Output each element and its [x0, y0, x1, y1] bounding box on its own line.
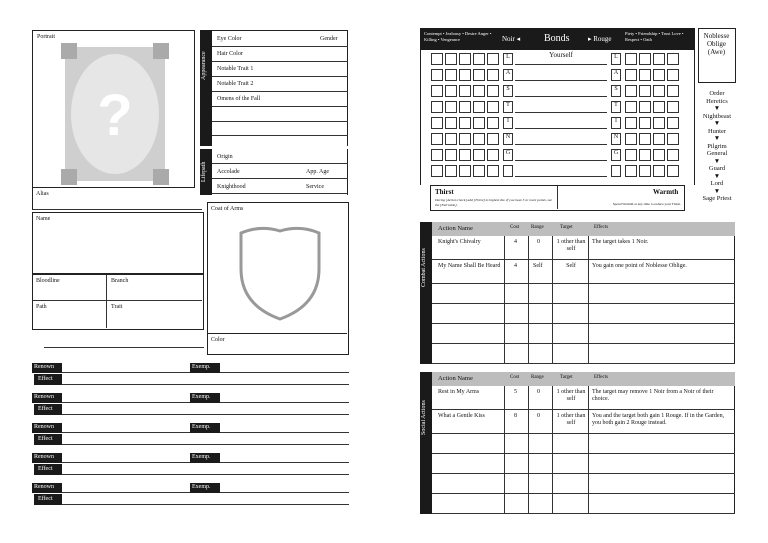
renown-label: Renown [32, 453, 62, 463]
rouge-checkbox[interactable] [639, 69, 651, 81]
noir-checkbox[interactable] [487, 149, 499, 161]
rouge-checkbox[interactable] [667, 69, 679, 81]
noir-checkbox[interactable] [487, 53, 499, 65]
rouge-checkbox[interactable] [653, 133, 665, 145]
action-name-cell: Rest in My Arms [438, 389, 480, 395]
branch-label: Branch [111, 278, 129, 284]
effect-label: Effect [34, 464, 62, 475]
noir-checkbox[interactable] [459, 165, 471, 177]
noir-checkbox[interactable] [445, 69, 457, 81]
bond-letter: T [503, 101, 513, 113]
bond-letter-box [611, 165, 621, 177]
bloodline-label: Bloodline [36, 278, 60, 284]
noir-checkbox[interactable] [431, 85, 443, 97]
range-cell: 0 [537, 413, 540, 419]
exemp-label: Exemp. [190, 363, 220, 373]
blank-line [44, 347, 204, 348]
bond-letter: L [611, 53, 621, 65]
table-row[interactable] [432, 454, 735, 474]
portrait-placeholder-icon [61, 43, 169, 185]
coat-of-arms-box[interactable] [207, 202, 349, 355]
awe-rank: Lord [710, 180, 724, 187]
knighthood-label: Knighthood [217, 184, 246, 190]
rouge-checkbox[interactable] [639, 117, 651, 129]
trait1-label: Notable Trait 1 [217, 66, 254, 72]
effects-cell: You gain one point of Noblesse Oblige. [592, 263, 687, 269]
exemp-field[interactable] [220, 393, 349, 403]
rouge-checkbox[interactable] [653, 101, 665, 113]
effect-field[interactable] [62, 404, 349, 415]
app-age-label: App. Age [306, 169, 329, 175]
trait2-label: Notable Trait 2 [217, 81, 254, 87]
col-action-name: Action Name [438, 375, 473, 382]
noir-checkbox[interactable] [431, 133, 443, 145]
rouge-checkbox[interactable] [625, 69, 637, 81]
effect-label: Effect [34, 494, 62, 505]
renown-label: Renown [32, 423, 62, 433]
bond-name-field[interactable] [515, 100, 607, 113]
bond-letter: A [611, 69, 621, 81]
bloodline-box [32, 274, 204, 330]
effect-field[interactable] [62, 494, 349, 505]
shield-icon [235, 223, 325, 323]
gender-label: Gender [320, 36, 338, 42]
col-range: Range [531, 375, 544, 380]
yourself-label: Yourself [549, 51, 573, 59]
effect-field[interactable] [62, 434, 349, 445]
bond-letter: A [503, 69, 513, 81]
rouge-checkbox[interactable] [653, 85, 665, 97]
accolade-field[interactable] [212, 164, 348, 179]
warmth-label: Warmth [653, 188, 679, 196]
name-field[interactable] [32, 212, 204, 274]
bond-name-field[interactable] [515, 164, 607, 177]
color-label: Color [211, 337, 225, 343]
down-arrow-icon: ▼ [713, 135, 721, 142]
down-arrow-icon: ▼ [713, 157, 721, 165]
renown-label: Renown [32, 483, 62, 493]
bond-letter: T [611, 101, 621, 113]
awe-rank: Heretics [706, 97, 728, 105]
noir-checkbox[interactable] [473, 53, 485, 65]
target-cell: 1 other than self [556, 389, 586, 402]
noir-checkbox[interactable] [459, 149, 471, 161]
exemp-label: Exemp. [190, 483, 220, 493]
noir-checkbox[interactable] [459, 133, 471, 145]
bond-letter-box [503, 165, 513, 177]
table-row[interactable] [432, 284, 735, 304]
renown-section [32, 362, 349, 514]
eye-color-label: Eye Color [217, 36, 242, 42]
rouge-checkbox[interactable] [639, 133, 651, 145]
rouge-checkbox[interactable] [667, 149, 679, 161]
thirst-warmth-box [430, 185, 685, 211]
alias-field[interactable] [32, 188, 202, 210]
effects-cell: The target takes 1 Noir. [592, 239, 649, 245]
effects-cell: The target may remove 1 Noir from a Noir of their choice. [592, 389, 714, 402]
noir-checkbox[interactable] [473, 101, 485, 113]
noir-checkbox[interactable] [459, 117, 471, 129]
social-actions-label: Social Actions [421, 400, 427, 436]
exemp-field[interactable] [220, 453, 349, 463]
omens-label: Omens of the Fall [217, 96, 261, 102]
trait-field[interactable] [107, 301, 202, 328]
bond-letter: G [611, 149, 621, 161]
col-range: Range [531, 225, 544, 230]
action-name-cell: Knight's Chivalry [438, 239, 481, 245]
rouge-checkbox[interactable] [667, 117, 679, 129]
path-label: Path [36, 304, 47, 310]
rouge-checkbox[interactable] [639, 149, 651, 161]
awe-rank: Sage Priest [702, 195, 732, 202]
exemp-label: Exemp. [190, 393, 220, 403]
alias-label: Alias [36, 191, 49, 197]
awe-rank: Pilgrim General [706, 142, 728, 157]
bond-letter: L [503, 53, 513, 65]
noir-checkbox[interactable] [459, 69, 471, 81]
omens-field[interactable] [212, 92, 348, 107]
col-effects: Effects [594, 375, 609, 380]
effects-cell: You and the target both gain 1 Rouge. If in the Garden, you both gain 2 Rouge instead. [592, 413, 725, 426]
col-action-name: Action Name [438, 225, 473, 232]
noir-checkbox[interactable] [487, 85, 499, 97]
renown-label: Renown [32, 393, 62, 403]
rouge-checkbox[interactable] [653, 69, 665, 81]
noir-checkbox[interactable] [473, 165, 485, 177]
noir-checkbox[interactable] [473, 69, 485, 81]
rouge-label: ▸ Rouge [588, 35, 612, 43]
effect-field[interactable] [62, 374, 349, 385]
rouge-checkbox[interactable] [625, 165, 637, 177]
bloodline-field[interactable] [33, 275, 107, 301]
table-row[interactable] [432, 344, 735, 364]
rouge-checkbox[interactable] [639, 85, 651, 97]
table-row[interactable] [432, 474, 735, 494]
noir-checkbox[interactable] [445, 117, 457, 129]
bond-name-field[interactable] [515, 52, 607, 65]
noir-checkbox[interactable] [445, 133, 457, 145]
bond-letter: N [503, 133, 513, 145]
bond-name-field[interactable] [515, 84, 607, 97]
rouge-checkbox[interactable] [625, 101, 637, 113]
bond-name-field[interactable] [515, 148, 607, 161]
noir-checkbox[interactable] [473, 133, 485, 145]
lifepath-fields [212, 149, 348, 195]
bond-name-field[interactable] [515, 132, 607, 145]
col-target: Target [560, 375, 573, 380]
order-label: Order [709, 90, 725, 97]
bond-name-field[interactable] [515, 116, 607, 129]
cost-cell: 4 [514, 239, 517, 245]
blank-line[interactable] [212, 122, 348, 136]
svg-text:?: ? [97, 83, 133, 148]
rouge-checkbox[interactable] [667, 85, 679, 97]
accolade-label: Accolade [217, 169, 240, 175]
noir-checkbox[interactable] [459, 85, 471, 97]
rouge-checkbox[interactable] [625, 117, 637, 129]
trait2-field[interactable] [212, 77, 348, 92]
renown-field[interactable] [62, 393, 190, 403]
rouge-checkbox[interactable] [653, 53, 665, 65]
noir-checkbox[interactable] [473, 117, 485, 129]
noir-checkbox[interactable] [487, 133, 499, 145]
exemp-label: Exemp. [190, 423, 220, 433]
warmth-note: Spend Warmth at any time to reduce your Thirst. [612, 202, 681, 206]
down-arrow-icon: ▼ [713, 172, 721, 180]
noir-checkbox[interactable] [431, 101, 443, 113]
bonds-grid [420, 50, 695, 185]
bond-letter: G [503, 149, 513, 161]
col-target: Target [560, 225, 573, 230]
bonds-title: Bonds [544, 33, 570, 44]
col-effects: Effects [594, 225, 609, 230]
awe-rank: Nightbeast [702, 112, 732, 120]
portrait-box[interactable] [32, 30, 195, 188]
renown-field[interactable] [62, 483, 190, 493]
knighthood-field[interactable] [212, 179, 348, 194]
noir-checkbox[interactable] [445, 85, 457, 97]
noir-checkbox[interactable] [431, 69, 443, 81]
social-actions-table [432, 372, 735, 514]
rouge-checkbox[interactable] [625, 85, 637, 97]
rouge-checkbox[interactable] [639, 101, 651, 113]
exemp-field[interactable] [220, 363, 349, 373]
noir-checkbox[interactable] [487, 101, 499, 113]
renown-field[interactable] [62, 453, 190, 463]
social-actions-bar [420, 372, 432, 514]
noir-checkbox[interactable] [473, 149, 485, 161]
range-cell: 0 [537, 389, 540, 395]
range-cell: 0 [537, 239, 540, 245]
noir-checkbox[interactable] [431, 53, 443, 65]
renown-field[interactable] [62, 423, 190, 433]
action-name-cell: What a Gentle Kiss [438, 413, 485, 419]
noir-checkbox[interactable] [445, 165, 457, 177]
noir-checkbox[interactable] [487, 117, 499, 129]
rouge-checkbox[interactable] [639, 165, 651, 177]
thirst-label: Thirst [435, 188, 454, 196]
appearance-bar [200, 30, 212, 146]
table-row[interactable] [432, 494, 735, 514]
combat-actions-table [432, 222, 735, 364]
noir-checkbox[interactable] [431, 165, 443, 177]
rouge-checkbox[interactable] [625, 53, 637, 65]
noir-label: Noir ◂ [502, 35, 521, 43]
awe-rank: Hunter [707, 127, 727, 135]
rouge-checkbox[interactable] [667, 53, 679, 65]
trait1-field[interactable] [212, 62, 348, 77]
target-cell: 1 other than self [556, 239, 586, 252]
eye-color-field[interactable] [212, 31, 348, 47]
noir-checkbox[interactable] [431, 149, 443, 161]
table-row[interactable] [432, 260, 735, 284]
renown-field[interactable] [62, 363, 190, 373]
table-row[interactable] [432, 434, 735, 454]
noir-checkbox[interactable] [473, 85, 485, 97]
service-label: Service [306, 184, 324, 190]
effect-label: Effect [34, 374, 62, 385]
effect-field[interactable] [62, 464, 349, 475]
combat-actions-bar [420, 222, 432, 364]
col-cost: Cost [510, 375, 520, 380]
noir-checkbox[interactable] [431, 117, 443, 129]
lifepath-label: Lifepath [201, 161, 207, 183]
noblesse-title: Noblesse Oblige (Awe) [703, 32, 730, 56]
origin-label: Origin [217, 154, 233, 160]
thirst-note: During [Action check] add [Thirst] to highest die. If you have 3 or more points, see the [Fall table]. [435, 198, 553, 207]
noir-checkbox[interactable] [445, 149, 457, 161]
noir-checkbox[interactable] [459, 101, 471, 113]
exemp-label: Exemp. [190, 453, 220, 463]
table-row[interactable] [432, 236, 735, 260]
table-row[interactable] [432, 324, 735, 344]
noblesse-oblige-box [698, 28, 736, 83]
hair-color-field[interactable] [212, 47, 348, 62]
bond-letter: I [611, 117, 621, 129]
rouge-emotions: Piety • Friendship • Trust Love • Respect • Oath [625, 31, 684, 42]
rouge-checkbox[interactable] [667, 165, 679, 177]
bond-letter: S [611, 85, 621, 97]
target-cell: 1 other than self [556, 413, 586, 426]
rouge-checkbox[interactable] [653, 117, 665, 129]
rouge-checkbox[interactable] [653, 149, 665, 161]
hair-color-label: Hair Color [217, 51, 243, 57]
bond-letter: N [611, 133, 621, 145]
appearance-label: Appearance [201, 51, 207, 81]
bond-letter: I [503, 117, 513, 129]
table-row[interactable] [432, 386, 735, 410]
rouge-checkbox[interactable] [639, 53, 651, 65]
blank-line[interactable] [212, 107, 348, 122]
portrait-label: Portrait [37, 34, 55, 40]
origin-field[interactable] [212, 149, 348, 164]
trait-label: Trait [111, 304, 123, 310]
noir-checkbox[interactable] [445, 53, 457, 65]
cost-cell: 5 [514, 389, 517, 395]
noir-checkbox[interactable] [487, 69, 499, 81]
table-row[interactable] [432, 304, 735, 324]
combat-actions-label: Combat Actions [421, 248, 427, 288]
action-name-cell: My Name Shall Be Heard [438, 263, 501, 269]
col-cost: Cost [510, 225, 520, 230]
bonds-header [420, 28, 695, 50]
rouge-checkbox[interactable] [625, 149, 637, 161]
bond-letter: S [503, 85, 513, 97]
cost-cell: 8 [514, 413, 517, 419]
exemp-field[interactable] [220, 483, 349, 493]
noir-checkbox[interactable] [445, 101, 457, 113]
down-arrow-icon: ▼ [713, 105, 721, 112]
awe-rank: Guard [708, 165, 726, 172]
cost-cell: 4 [514, 263, 517, 269]
rouge-checkbox[interactable] [625, 133, 637, 145]
branch-field[interactable] [107, 275, 202, 301]
rouge-checkbox[interactable] [667, 101, 679, 113]
rouge-checkbox[interactable] [653, 165, 665, 177]
down-arrow-icon: ▼ [713, 120, 721, 127]
path-field[interactable] [33, 301, 107, 328]
noir-checkbox[interactable] [487, 165, 499, 177]
effect-label: Effect [34, 434, 62, 445]
effect-label: Effect [34, 404, 62, 415]
name-label: Name [36, 216, 51, 222]
renown-label: Renown [32, 363, 62, 373]
noir-checkbox[interactable] [459, 53, 471, 65]
target-cell: Self [566, 263, 576, 269]
order-ladder [698, 90, 736, 215]
range-cell: Self [533, 263, 543, 269]
down-arrow-icon: ▼ [713, 187, 721, 195]
bond-name-field[interactable] [515, 68, 607, 81]
table-row[interactable] [432, 410, 735, 434]
noir-emotions: Contempt • Jealousy • Desire Anger • Killing • Vengeance [424, 31, 492, 42]
rouge-checkbox[interactable] [667, 133, 679, 145]
appearance-fields [212, 30, 348, 146]
coat-of-arms-label: Coat of Arms [211, 206, 244, 212]
exemp-field[interactable] [220, 423, 349, 433]
